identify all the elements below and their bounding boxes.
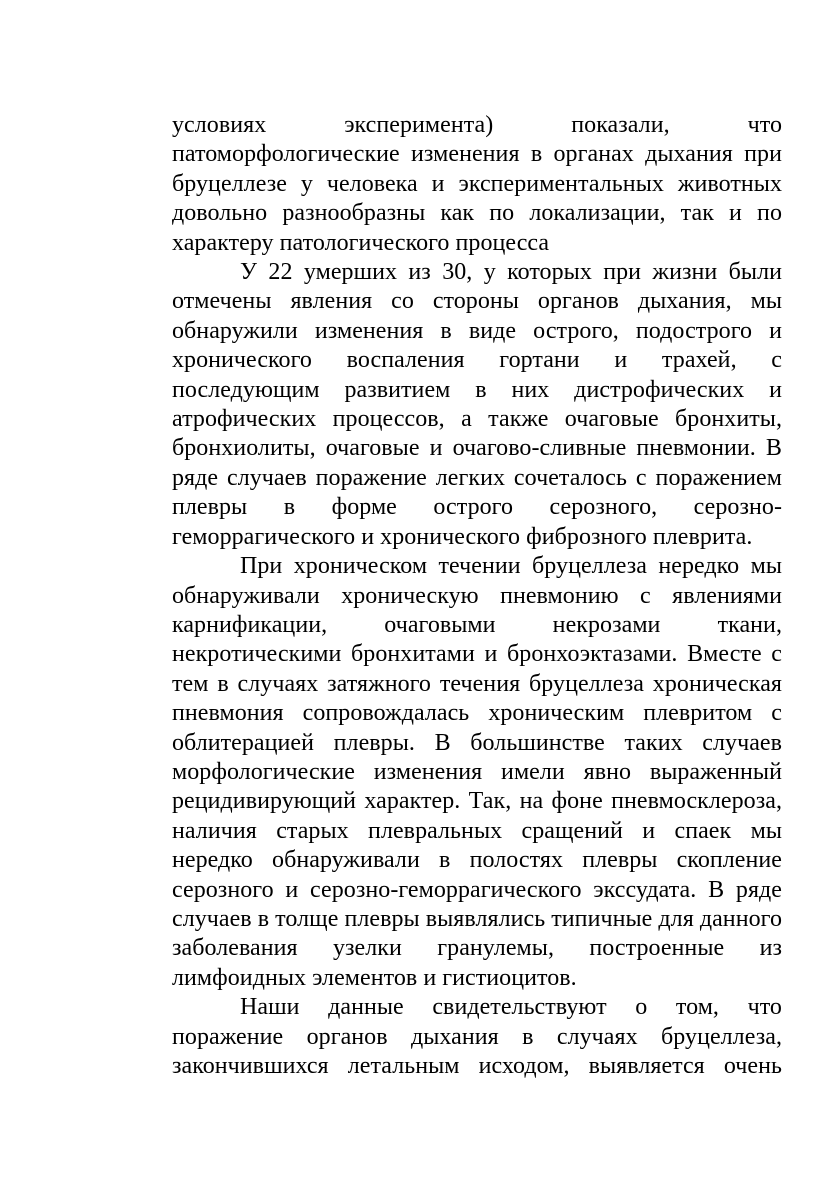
body-text (172, 111, 782, 1081)
paragraph-2: У 22 умерших из 30, у которых при жизни были отмечены явления со стороны органов дыхания, мы обнаружили изменения в виде острого, подострого и хронического воспаления гортани и трахей, с последующим развитием в них дистрофических и атрофических процессов, а также очаговые бронхиты, бронхиолиты, очаговые и очагово-сливные пневмонии. В ряде случаев поражение легких сочеталось с поражением плевры в форме острого серозного, серозно-геморрагического и хронического фиброзного плеврита. (172, 259, 782, 550)
paragraph-1: условиях эксперимента) показали, что патоморфологические изменения в органах дыхания при бруцеллезе у человека и экспериментальных животных довольно разнообразны как по локализации, так и по характеру патологического процесса (172, 112, 782, 256)
paragraph-4: Наши данные свидетельствуют о том, что поражение органов дыхания в случаях бруцеллеза, закончившихся летальным исходом, выявляется очень (172, 994, 782, 1079)
paragraph-3: При хроническом течении бруцеллеза нередко мы обнаруживали хроническую пневмонию с явлениями карнификации, очаговыми некрозами ткани, некротическими бронхитами и бронхоэктазами. Вместе с тем в случаях затяжного течения бруцеллеза хроническая пневмония сопровождалась хроническим плевритом с облитерацией плевры. В большинстве таких случаев морфологические изменения имели явно выраженный рецидивирующий характер. Так, на фоне пневмосклероза, наличия старых плевральных сращений и спаек мы нередко обнаруживали в полостях плевры скопление серозного и серозно-геморрагического экссудата. В ряде случаев в толще плевры выявлялись типичные для данного заболевания узелки гранулемы, построенные из лимфоидных элементов и гистиоцитов. (172, 553, 782, 991)
